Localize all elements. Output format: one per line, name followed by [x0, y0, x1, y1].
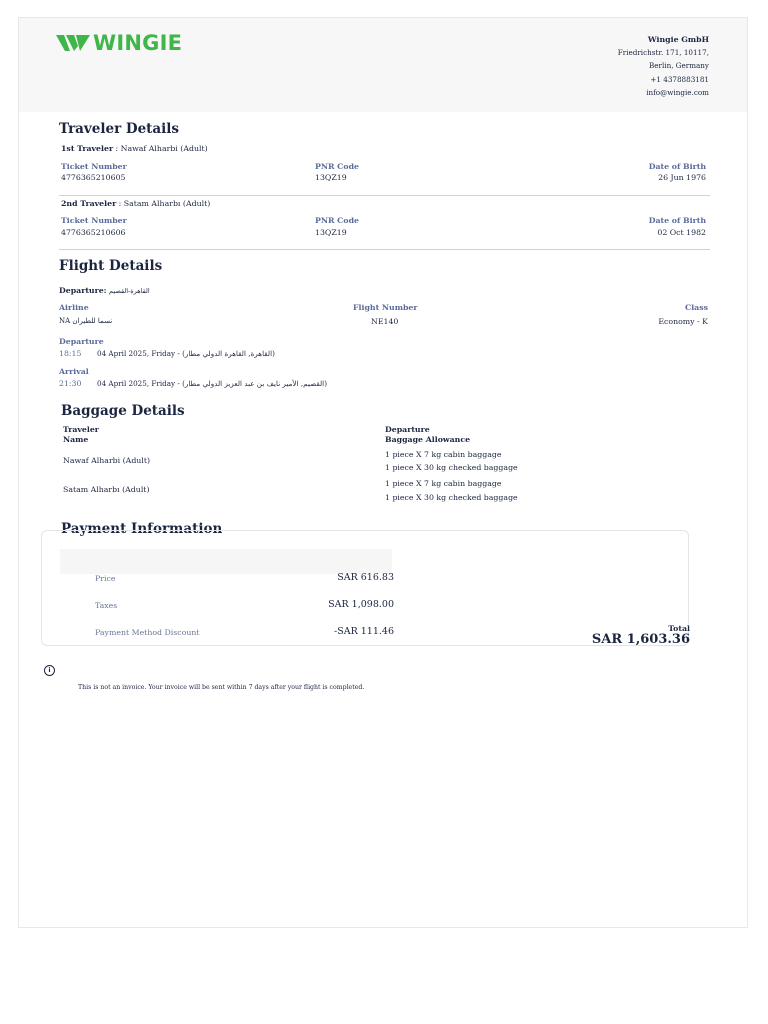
departure-label: Departure — [59, 337, 104, 346]
company-email[interactable]: info@wingie.com — [646, 87, 709, 97]
baggage-col-allowance-header — [385, 425, 470, 445]
taxes-label: Taxes — [95, 601, 118, 610]
info-icon: i — [44, 665, 55, 676]
baggage-row-2-cabin: 1 piece X 7 kg cabin baggage — [385, 479, 502, 488]
invoice-note: This is not an invoice. Your invoice will be sent within 7 days after your flight is completed. — [78, 684, 365, 691]
divider — [59, 249, 710, 250]
baggage-col-traveler-header — [63, 425, 99, 445]
pnr-code-label: PNR Code — [315, 162, 360, 171]
ticket-number-label: Ticket Number — [61, 216, 127, 225]
company-info — [618, 33, 709, 99]
flight-route — [59, 286, 150, 295]
baggage-row-1-name: Nawaf Alharbi (Adult) — [63, 456, 150, 465]
taxes-value: SAR 1,098.00 — [328, 599, 394, 610]
discount-label: Payment Method Discount — [95, 628, 200, 637]
discount-value: -SAR 111.46 — [334, 626, 394, 637]
price-value: SAR 616.83 — [337, 572, 394, 583]
traveler-2-heading: 2nd Traveler : Satam Alharbı (Adult) — [61, 199, 211, 208]
allowance-header-line2: Baggage Allowance — [385, 435, 471, 444]
traveler-1-dob: 26 Jun 1976 — [658, 173, 706, 182]
price-row-highlight — [60, 549, 392, 574]
wingie-logo-icon — [56, 32, 90, 54]
traveler-2-name: Satam Alharbı (Adult) — [123, 199, 211, 208]
departure-info: 04 April 2025, Friday - (القاهرة, القاهرة الدولي مطار) — [97, 349, 275, 358]
traveler-1-heading: 1st Traveler : Nawaf Alharbi (Adult) — [61, 144, 208, 153]
price-label: Price — [95, 574, 116, 583]
company-name: Wingie GmbH — [647, 35, 709, 44]
divider — [59, 195, 710, 196]
logo-text: WINGIE — [93, 31, 183, 55]
wingie-logo — [56, 31, 182, 55]
departure-route-label: Departure: — [59, 286, 107, 295]
baggage-row-2-name: Satam Alharbı (Adult) — [63, 485, 150, 494]
route-text: القاهرة-القصيم — [109, 287, 150, 295]
traveler-header-line2: Name — [63, 435, 89, 444]
ticket-number-label: Ticket Number — [61, 162, 127, 171]
date-of-birth-label: Date of Birth — [648, 162, 706, 171]
departure-time: 18:15 — [59, 349, 82, 358]
baggage-details-title: Baggage Details — [61, 403, 185, 419]
total-value: SAR 1,603.36 — [591, 632, 690, 647]
flight-number-label: Flight Number — [353, 303, 418, 312]
traveler-1-ticket: 4776365210605 — [61, 173, 126, 182]
flight-number-value: NE140 — [371, 317, 399, 326]
company-address-line1: Friedrichstr. 171, 10117, — [617, 48, 709, 58]
class-label: Class — [685, 303, 708, 312]
traveler-2-ordinal: 2nd Traveler — [61, 199, 117, 208]
pnr-code-label: PNR Code — [315, 216, 360, 225]
traveler-details-title: Traveler Details — [59, 121, 180, 137]
total-label: Total — [668, 624, 690, 633]
allowance-header-line1: Departure — [385, 425, 430, 434]
traveler-header-line1: Traveler — [63, 425, 99, 434]
date-of-birth-label: Date of Birth — [648, 216, 706, 225]
flight-details-title: Flight Details — [59, 258, 163, 274]
document-page — [18, 17, 748, 928]
baggage-row-2-checked: 1 piece X 30 kg checked baggage — [385, 493, 518, 502]
traveler-2-pnr: 13QZ19 — [315, 228, 347, 237]
baggage-row-1-checked: 1 piece X 30 kg checked baggage — [385, 463, 518, 472]
arrival-time: 21:30 — [59, 379, 82, 388]
document-header — [19, 18, 747, 112]
airline-label: Airline — [59, 303, 89, 312]
traveler-1-ordinal: 1st Traveler — [61, 144, 114, 153]
baggage-row-1-cabin: 1 piece X 7 kg cabin baggage — [385, 450, 502, 459]
traveler-1-pnr: 13QZ19 — [315, 173, 347, 182]
arrival-label: Arrival — [59, 367, 89, 376]
company-phone: +1 4378883181 — [650, 74, 709, 84]
airline-value: NA نسما للطيران — [59, 317, 113, 325]
class-value: Economy - K — [658, 317, 708, 326]
traveler-2-ticket: 4776365210606 — [61, 228, 126, 237]
arrival-info: 04 April 2025, Friday - (القصيم, الأمير نايف بن عبد العزيز الدولي مطار) — [97, 379, 327, 388]
payment-information-title: Payment Information — [61, 521, 223, 537]
traveler-2-dob: 02 Oct 1982 — [657, 228, 706, 237]
traveler-1-name: Nawaf Alharbi (Adult) — [120, 144, 208, 153]
company-address-line2: Berlin, Germany — [649, 61, 709, 71]
